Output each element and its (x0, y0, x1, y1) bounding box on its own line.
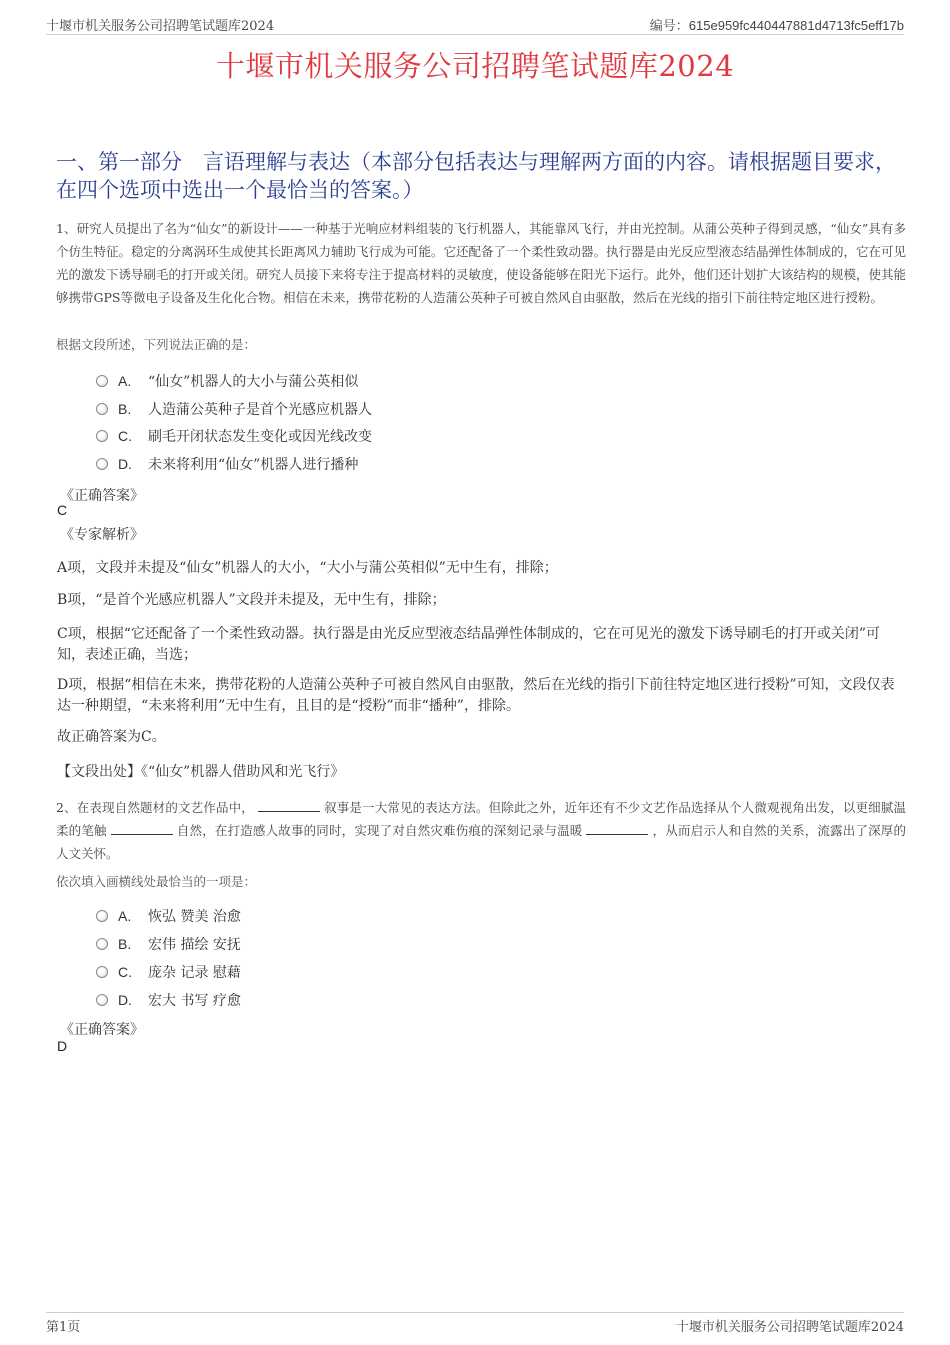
q1-answer-label: 《正确答案》 (60, 488, 144, 504)
question-2-text: 2、在表现自然题材的文艺作品中， 叙事是一大常见的表达方法。但除此之外，近年还有不少文艺作品选择从个人微观视角出发，以更细腻温柔的笔触 自然，在打造感人故事的同时，实现了对自然灾难伤痕的深刻记录与温暖 ，从而启示人和自然的关系，流露出了深厚的人文关怀。 (56, 800, 906, 861)
q1-answer: C (57, 502, 68, 518)
blank-1 (258, 799, 320, 812)
page-header (46, 14, 904, 35)
question-2-prompt: 依次填入画横线处最恰当的一项是： (56, 874, 257, 889)
analysis-a: A项，文段并未提及“仙女”机器人的大小，“大小与蒲公英相似”无中生有，排除； (57, 560, 558, 576)
q1-option-b[interactable]: B. 人造蒲公英种子是首个光感应机器人 (96, 399, 372, 419)
header-doc-title: 十堰市机关服务公司招聘笔试题库2024 (46, 19, 275, 34)
q1-option-c[interactable]: C. 刷毛开闭状态发生变化或因光线改变 (96, 426, 372, 446)
section-heading: 一、第一部分 言语理解与表达（本部分包括表达与理解两方面的内容。请根据题目要求，在四个选项中选出一个最恰当的答案。） (56, 150, 896, 202)
q2-option-d[interactable]: D. 宏大 书写 疗愈 (96, 990, 241, 1010)
footer-doc-title: 十堰市机关服务公司招聘笔试题库2024 (675, 1320, 904, 1335)
radio-icon[interactable] (96, 994, 108, 1006)
q2-answer-label: 《正确答案》 (60, 1022, 144, 1038)
q1-option-a[interactable]: A. “仙女”机器人的大小与蒲公英相似 (96, 371, 358, 391)
analysis-c: C项，根据“它还配备了一个柔性致动器。执行器是由光反应型液态结晶弹性体制成的，它在可见光的激发下诱导刷毛的打开或关闭”可知，表述正确，当选； (57, 626, 881, 663)
analysis-b: B项，“是首个光感应机器人”文段并未提及，无中生有，排除； (57, 592, 446, 608)
q2-option-c[interactable]: C. 庞杂 记录 慰藉 (96, 962, 241, 982)
page-footer (46, 1312, 904, 1333)
radio-icon[interactable] (96, 458, 108, 470)
q2-option-a[interactable]: A. 恢弘 赞美 治愈 (96, 906, 241, 926)
page-title: 十堰市机关服务公司招聘笔试题库2024 (215, 49, 735, 83)
radio-icon[interactable] (96, 430, 108, 442)
radio-icon[interactable] (96, 375, 108, 387)
radio-icon[interactable] (96, 403, 108, 415)
q1-analysis-label: 《专家解析》 (60, 527, 144, 543)
q2-answer: D (57, 1038, 68, 1054)
question-1-text: 1、研究人员提出了名为“仙女”的新设计——一种基于光响应材料组装的飞行机器人，其能靠风飞行，并由光控制。从蒲公英种子得到灵感，“仙女”具有多个仿生特征。稳定的分离涡环生成使其长距离风力辅助飞行成为可能。它还配备了一个柔性致动器。执行器是由光反应型液态结晶弹性体制成的，它在可见光的激发下诱导刷毛的打开或关闭。研究人员接下来将专注于提高材料的灵敏度，使设备能够在阳光下运行。此外，他们还计划扩大该结构的规模，使其能够携带GPS等微电子设备及生化化合物。相信在未来，携带花粉的人造蒲公英种子可被自然风自由驱散，然后在光线的指引下前往特定地区进行授粉。 (56, 221, 907, 305)
blank-2 (111, 822, 173, 835)
radio-icon[interactable] (96, 910, 108, 922)
passage-source: 【文段出处】《“仙女”机器人借助风和光飞行》 (57, 764, 345, 780)
radio-icon[interactable] (96, 966, 108, 978)
q2-option-b[interactable]: B. 宏伟 描绘 安抚 (96, 934, 241, 954)
analysis-d: D项，根据“相信在未来，携带花粉的人造蒲公英种子可被自然风自由驱散，然后在光线的指引下前往特定地区进行授粉”可知，文段仅表达一种期望，“未来将利用”无中生有，且目的是“授粉”而非“播种”，排除。 (57, 677, 895, 714)
q1-option-d[interactable]: D. 未来将利用“仙女”机器人进行播种 (96, 454, 358, 474)
blank-3 (586, 822, 648, 835)
analysis-conclusion: 故正确答案为C。 (57, 729, 166, 745)
page-number: 第1页 (46, 1320, 81, 1335)
question-1-prompt: 根据文段所述，下列说法正确的是： (56, 337, 257, 352)
header-doc-id: 编号：615e959fc440447881d4713fc5eff17b (649, 18, 904, 33)
radio-icon[interactable] (96, 938, 108, 950)
